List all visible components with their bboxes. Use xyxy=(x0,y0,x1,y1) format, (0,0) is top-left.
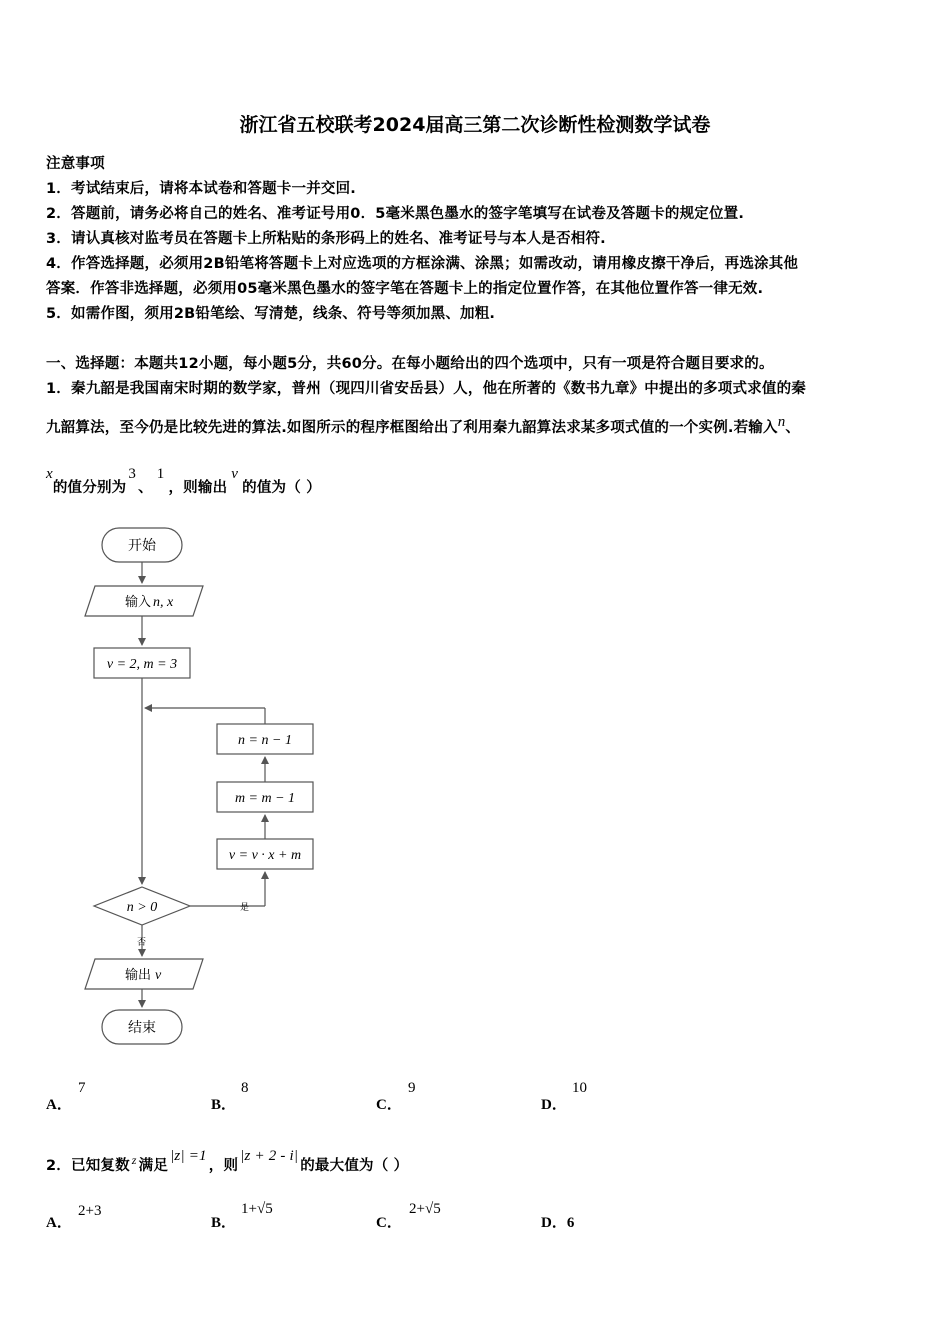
q1-option-a-label: A． xyxy=(46,1097,72,1113)
q1-option-c-value: 9 xyxy=(408,1080,416,1096)
yes-label: 是 xyxy=(240,902,250,912)
separator: 、 xyxy=(138,479,153,496)
q1-line2 xyxy=(46,414,800,437)
q1-option-b-label: B． xyxy=(211,1097,237,1113)
page-title: 浙江省五校联考2024届高三第二次诊断性检测数学试卷 xyxy=(239,114,711,136)
var-v: v xyxy=(231,466,239,482)
notice-item: 2．答题前，请务必将自己的姓名、准考证号用0．5毫米黑色墨水的签字笔填写在试卷及答题卡的规定位置. xyxy=(46,206,745,222)
q2-expression: |z + 2 - i| xyxy=(240,1148,299,1164)
var-n: n xyxy=(777,414,786,430)
no-label: 否 xyxy=(137,937,147,947)
q2-condition: |z| =1 xyxy=(170,1148,207,1164)
notice-item: 4．作答选择题，必须用2B铅笔将答题卡上对应选项的方框涂满、涂黑；如需改动，请用橡皮擦干净后，再选涂其他 xyxy=(46,256,799,272)
cond-label: n > 0 xyxy=(126,900,158,915)
q1-text: 的值为（ ） xyxy=(242,479,321,496)
section-heading: 一、选择题：本题共12小题，每小题5分，共60分。在每小题给出的四个选项中，只有一项是符合题目要求的。 xyxy=(46,356,774,372)
output-var: v xyxy=(155,968,162,983)
q2-text: 2．已知复数 xyxy=(46,1157,130,1174)
step-m-label: m = m − 1 xyxy=(234,791,296,806)
step-n-label: n = n − 1 xyxy=(238,733,292,748)
val-3: 3 xyxy=(128,466,137,482)
q2-option-a-value: 2+3 xyxy=(78,1203,102,1219)
q1-option-c-label: C． xyxy=(376,1097,402,1113)
q1-text: 的值分别为 xyxy=(52,479,127,496)
q1-line2-text: 九韶算法，至今仍是比较先进的算法.如图所示的程序框图给出了利用秦九韶算法求某多项式值的一个实例.若输入 xyxy=(46,419,778,436)
q2-option-d-label xyxy=(541,1211,574,1232)
output-label: 输出 xyxy=(125,967,152,982)
q1-text: ，则输出 xyxy=(168,479,228,496)
step-v-label: v = v · x + m xyxy=(228,848,302,863)
q2-option-b-value: 1+√5 xyxy=(241,1201,273,1217)
notice-heading: 注意事项 xyxy=(46,156,105,172)
q1-line1: 1．秦九韶是我国南宋时期的数学家，普州（现四川省安岳县）人，他在所著的《数书九章》中提出的多项式求值的秦 xyxy=(46,381,806,397)
notice-item: 3．请认真核对监考员在答题卡上所粘贴的条形码上的姓名、准考证号与本人是否相符. xyxy=(46,231,606,247)
q2-option-c-label: C． xyxy=(376,1215,402,1231)
q1-option-d-value: 10 xyxy=(572,1080,587,1096)
q2-option-c-value: 2+√5 xyxy=(409,1201,441,1217)
q2-option-d-letter: D． xyxy=(541,1215,567,1231)
end-label: 结束 xyxy=(128,1021,156,1036)
q1-option-b-value: 8 xyxy=(241,1080,249,1096)
input-label: 输入 xyxy=(125,594,152,609)
separator: 、 xyxy=(785,419,801,436)
q1-option-d-label: D． xyxy=(541,1097,567,1113)
q2-option-b-label: B． xyxy=(211,1215,237,1231)
var-z: z xyxy=(131,1153,137,1167)
q1-option-a-value: 7 xyxy=(78,1080,86,1096)
notice-item: 5．如需作图，须用2B铅笔绘、写清楚，线条、符号等须加黑、加粗. xyxy=(46,306,496,322)
val-1: 1 xyxy=(156,466,165,482)
q2-stem xyxy=(46,1148,409,1175)
flowchart xyxy=(80,515,340,1055)
notice-item: 答案．作答非选择题，必须用05毫米黑色墨水的签字笔在答题卡上的指定位置作答，在其他位置作答一律无效. xyxy=(46,281,764,297)
q1-line3 xyxy=(46,466,321,497)
q2-option-d-value: 6 xyxy=(566,1215,575,1231)
q2-option-a-label: A． xyxy=(46,1215,72,1231)
q2-text: 满足 xyxy=(138,1157,169,1174)
var-x: x xyxy=(46,466,53,482)
input-vars: n, x xyxy=(153,595,174,610)
q2-text: ，则 xyxy=(208,1157,239,1174)
init-label: v = 2, m = 3 xyxy=(106,657,178,672)
start-label: 开始 xyxy=(128,539,156,554)
notice-item: 1．考试结束后，请将本试卷和答题卡一并交回. xyxy=(46,181,356,197)
q2-text: 的最大值为（ ） xyxy=(300,1157,409,1174)
